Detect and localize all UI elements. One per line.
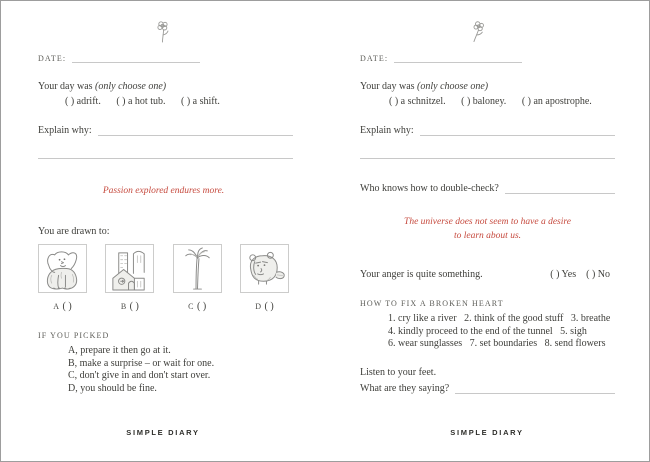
date-line-input[interactable] [394, 51, 522, 63]
picked-heading: IF YOU PICKED [38, 331, 110, 340]
date-row [38, 51, 200, 63]
choice-label-a[interactable]: A ( ) [53, 301, 72, 312]
double-check-row [360, 182, 615, 194]
palm-tree-drawing-icon [174, 246, 220, 292]
picked-item: C, don't give in and don't start over. [68, 370, 211, 381]
day-option-baloney[interactable]: ( ) baloney. [461, 96, 507, 107]
choice-box-a [38, 244, 87, 293]
saying-row [360, 382, 615, 394]
choice-labels [38, 301, 289, 312]
anger-prompt: Your anger is quite something. [360, 269, 483, 280]
choice-label-b[interactable]: B ( ) [120, 301, 139, 312]
anger-options [540, 269, 610, 280]
drawn-prompt: You are drawn to: [38, 226, 110, 237]
picked-list [68, 345, 214, 395]
answer-line-input[interactable] [360, 158, 615, 159]
picked-item: D, you should be fine. [68, 382, 157, 394]
explain-row [38, 124, 293, 136]
right-page [325, 1, 649, 461]
day-qualifier: (only choose one) [95, 81, 167, 92]
day-prompt: Your day was (only choose one) [38, 81, 167, 92]
page-footer: SIMPLE DIARY [450, 428, 524, 437]
fix-line: 6. wear sunglasses 7. set boundaries 8. send flowers [388, 338, 606, 349]
choice-boxes [38, 244, 289, 293]
day-options [389, 96, 605, 107]
fix-line: 1. cry like a river 2. think of the good stuff 3. breathe [388, 313, 611, 324]
day-option-shift[interactable]: ( ) a shift. [180, 96, 220, 107]
explain-label: Explain why: [38, 125, 92, 136]
explain-row [360, 124, 615, 136]
left-page [1, 1, 325, 461]
listen-text: Listen to your feet. [360, 367, 437, 378]
saying-prompt: What are they saying? [360, 383, 450, 394]
date-label: DATE: [360, 54, 389, 63]
day-prompt: Your day was (only choose one) [360, 81, 489, 92]
choice-box-d [240, 244, 289, 293]
beaver-drawing-icon [241, 246, 287, 292]
picked-item: B, make a surprise – or wait for one. [68, 357, 215, 369]
date-label: DATE: [38, 54, 67, 63]
picked-item: A, prepare it then go at it. [68, 345, 171, 356]
day-option-schnitzel[interactable]: ( ) a schnitzel. [389, 96, 446, 107]
date-row [360, 51, 522, 63]
day-options [65, 96, 233, 107]
double-check-line-input[interactable] [505, 182, 615, 194]
rose-sprig-icon [467, 19, 487, 50]
explain-line-input[interactable] [420, 124, 615, 136]
choice-box-c [173, 244, 222, 293]
fix-heading: HOW TO FIX A BROKEN HEART [360, 299, 504, 308]
explain-line-input[interactable] [98, 124, 293, 136]
date-line-input[interactable] [72, 51, 200, 63]
day-option-adrift[interactable]: ( ) adrift. [65, 96, 101, 107]
day-qualifier: (only choose one) [417, 81, 489, 92]
rose-sprig-icon [153, 19, 173, 50]
yes-option[interactable]: ( ) Yes [550, 269, 577, 280]
quote-text: Passion explored endures more. [102, 186, 225, 196]
anger-row [360, 269, 610, 280]
fix-list [388, 313, 610, 351]
choice-label-c[interactable]: C ( ) [188, 301, 207, 312]
day-option-hot-tub[interactable]: ( ) a hot tub. [116, 96, 166, 107]
answer-line-input[interactable] [38, 158, 293, 159]
choice-box-b [105, 244, 154, 293]
saying-line-input[interactable] [455, 382, 615, 394]
buildings-drawing-icon [107, 246, 153, 292]
no-option[interactable]: ( ) No [586, 269, 610, 280]
page-footer: SIMPLE DIARY [126, 428, 200, 437]
fix-line: 4. kindly proceed to the end of the tunnel 5. sigh [388, 325, 587, 337]
quote-text: The universe does not seem to have a desire to learn about us. [404, 217, 571, 241]
explain-label: Explain why: [360, 125, 414, 136]
choice-label-d[interactable]: D ( ) [255, 301, 274, 312]
double-check-prompt: Who knows how to double-check? [360, 183, 499, 194]
day-option-apostrophe[interactable]: ( ) an apostrophe. [521, 96, 592, 107]
dog-drawing-icon [40, 246, 86, 292]
